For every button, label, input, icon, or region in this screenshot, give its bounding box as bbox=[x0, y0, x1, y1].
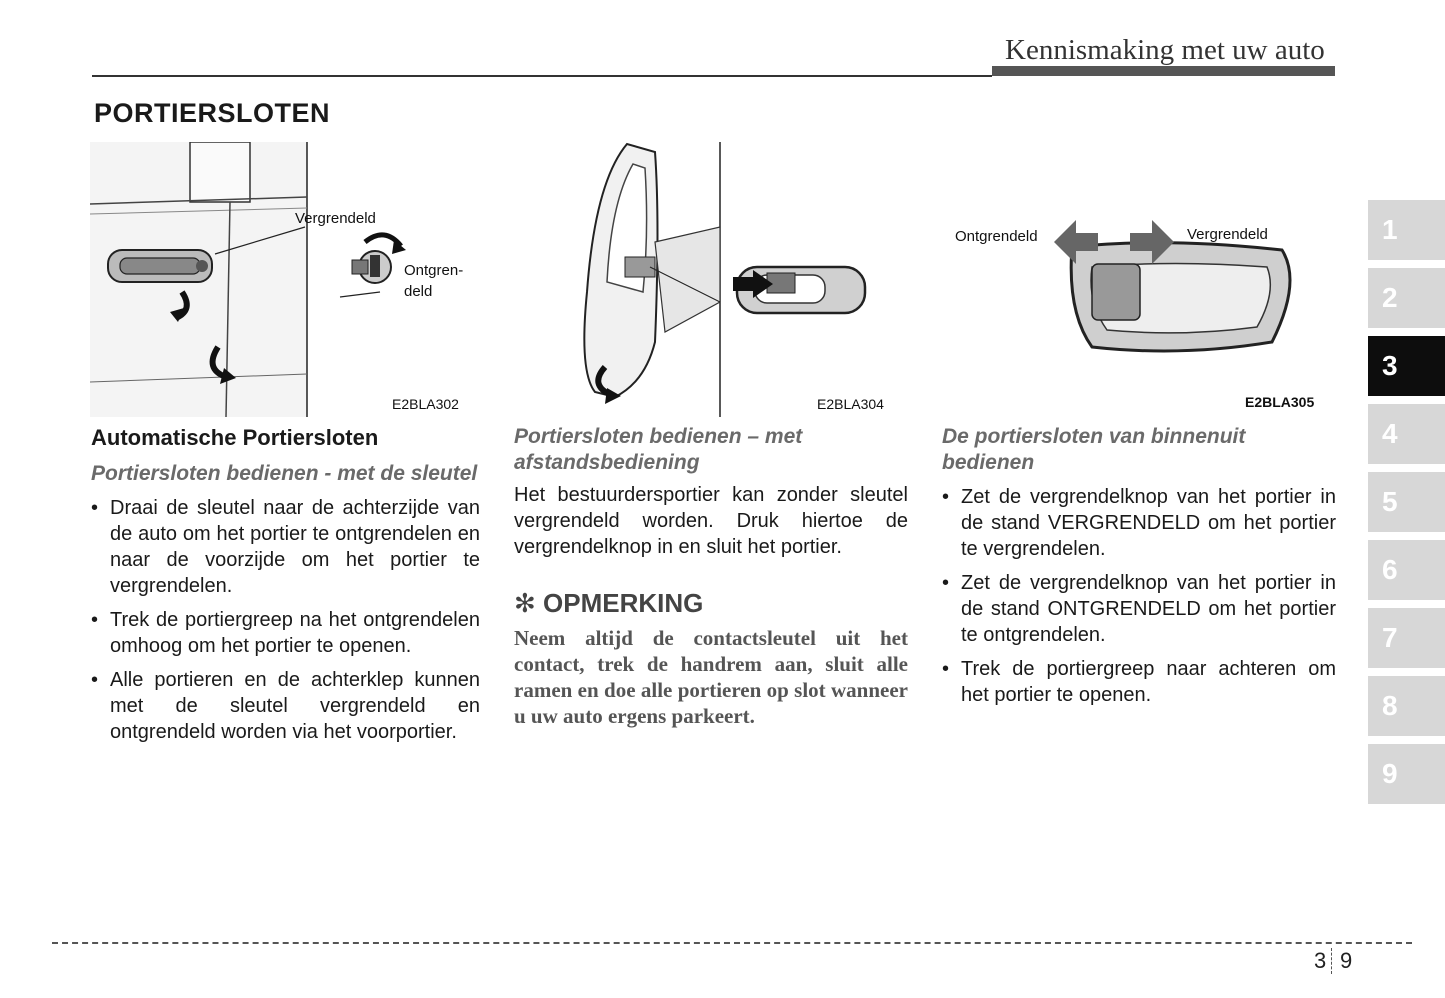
subheading-remote: Portiersloten bedienen – met afstandsbediening bbox=[514, 425, 803, 474]
label-locked: Vergrendeld bbox=[295, 210, 376, 227]
note-text: Neem altijd de contactsleutel uit het contact, trek de handrem aan, sluit alle ramen en doe alle portieren op slot wanneer u uw auto ergens parkeert. bbox=[514, 626, 908, 728]
open-door-illustration bbox=[515, 142, 900, 417]
section-heading: Automatische Portiersloten bbox=[91, 425, 379, 450]
bullet-list bbox=[91, 495, 480, 745]
list-item: • Trek de portiergreep naar achteren om het portier te openen. bbox=[942, 656, 1336, 708]
page-number-page: 9 bbox=[1340, 948, 1353, 973]
figure-code: E2BLA305 bbox=[1245, 394, 1315, 410]
chapter-tab-8[interactable]: 8 bbox=[1368, 676, 1445, 736]
bullet-list bbox=[942, 484, 1336, 708]
chapter-tab-7[interactable]: 7 bbox=[1368, 608, 1445, 668]
chapter-tab-3[interactable]: 3 bbox=[1368, 336, 1445, 396]
page-title: PORTIERSLOTEN bbox=[94, 98, 331, 128]
chapter-tabs bbox=[1368, 200, 1445, 812]
label-unlocked-line2: deld bbox=[404, 283, 433, 300]
inner-handle-illustration bbox=[942, 142, 1337, 417]
figure-code: E2BLA302 bbox=[392, 396, 459, 412]
label-unlocked: Ontgrendeld bbox=[955, 228, 1038, 245]
list-item: • Zet de vergrendelknop van het portier in de stand VERGRENDELD om het portier te vergrendelen. bbox=[942, 484, 1336, 562]
figure-door-key-lock bbox=[90, 142, 475, 417]
chapter-tab-1[interactable]: 1 bbox=[1368, 200, 1445, 260]
label-locked: Vergrendeld bbox=[1187, 226, 1268, 243]
list-item: • Draai de sleutel naar de achterzijde van de auto om het portier te ontgrendelen en naar de voorzijde om het portier te vergrendelen. bbox=[91, 495, 480, 599]
chapter-tab-9[interactable]: 9 bbox=[1368, 744, 1445, 804]
list-item: • Alle portieren en de achterklep kunnen met de sleutel vergrendeld en ontgrendeld worden via het voorportier. bbox=[91, 667, 480, 745]
page-number-separator bbox=[1331, 948, 1332, 974]
subheading-key: Portiersloten bedienen - met de sleutel bbox=[91, 462, 478, 485]
label-unlocked-line1: Ontgren- bbox=[404, 262, 464, 279]
column-remote bbox=[514, 424, 908, 729]
figure-code: E2BLA304 bbox=[817, 396, 884, 412]
column-inside bbox=[942, 424, 1336, 716]
subheading-inside: De portiersloten van binnenuit bedienen bbox=[942, 425, 1246, 474]
remote-paragraph: Het bestuurdersportier kan zonder sleutel vergrendeld worden. Druk hiertoe de vergrendelknop in en sluit het portier. bbox=[514, 484, 908, 558]
chapter-tab-4[interactable]: 4 bbox=[1368, 404, 1445, 464]
figure-open-door-handle bbox=[515, 142, 900, 417]
chapter-tab-5[interactable]: 5 bbox=[1368, 472, 1445, 532]
chapter-tab-6[interactable]: 6 bbox=[1368, 540, 1445, 600]
note-title: ✻ OPMERKING bbox=[514, 588, 704, 618]
column-automatic-locks bbox=[91, 425, 480, 753]
header-rule bbox=[92, 75, 992, 77]
chapter-tab-2[interactable]: 2 bbox=[1368, 268, 1445, 328]
running-header: Kennismaking met uw auto bbox=[1005, 34, 1325, 66]
footer-rule bbox=[52, 942, 1412, 944]
list-item: • Zet de vergrendelknop van het portier in de stand ONTGRENDELD om het portier te ontgrendelen. bbox=[942, 570, 1336, 648]
header-rule-bar bbox=[992, 66, 1335, 76]
list-item: • Trek de portiergreep na het ontgrendelen omhoog om het portier te openen. bbox=[91, 607, 480, 659]
figure-inner-handle-lock bbox=[942, 142, 1337, 417]
page-number-chapter: 3 bbox=[1314, 948, 1327, 973]
door-handle-key-illustration bbox=[90, 142, 475, 417]
